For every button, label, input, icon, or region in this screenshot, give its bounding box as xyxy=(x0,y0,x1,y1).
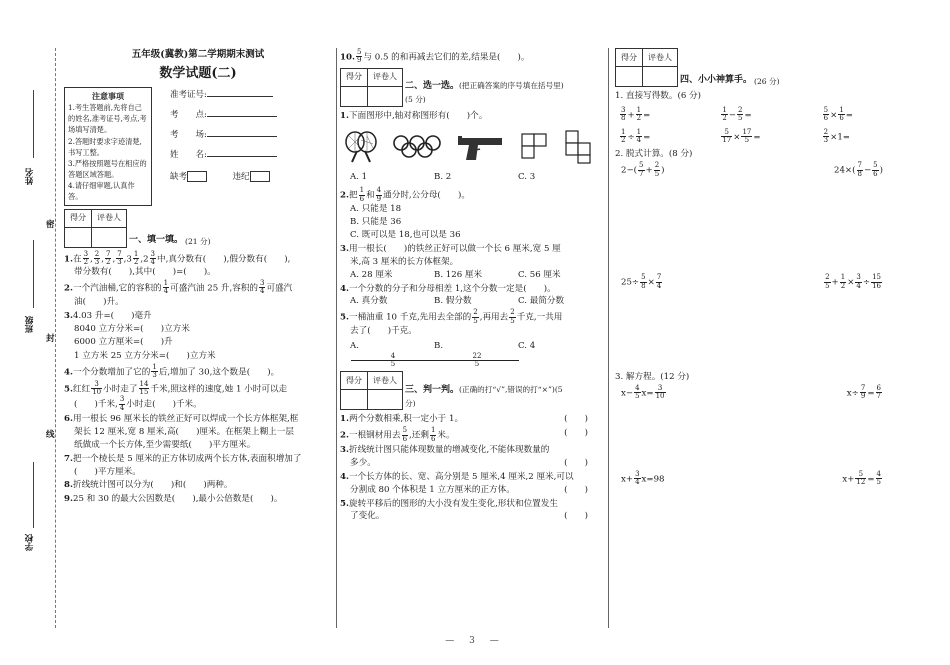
q-num: 10. xyxy=(340,52,355,63)
q-text: ( )千米, xyxy=(74,399,118,410)
score-label: 得分 xyxy=(341,68,368,86)
answer-bracket[interactable]: ( ) xyxy=(564,414,588,425)
symmetry-figures xyxy=(344,126,602,168)
q-text: 了变化。 xyxy=(350,511,385,522)
q-num: 8. xyxy=(64,480,73,491)
q-text: ( )平方厘米。 xyxy=(74,466,141,477)
q-text: 一个长方体的长、宽、高分别是 5 厘米,4 厘米,2 厘米,可以 xyxy=(348,471,574,482)
q-text: 与 0.5 的和再减去它们的差,结果是( )。 xyxy=(363,52,530,63)
grader-cell[interactable] xyxy=(92,227,127,247)
q-num: 2. xyxy=(340,430,349,441)
binding-mark-xian: 线 xyxy=(46,430,55,440)
q-text: 千米,照这样的速度,她 1 小时可以走 xyxy=(150,383,288,394)
calc-row-2 xyxy=(621,274,883,370)
fraction: $\frac{2}{5}$ xyxy=(473,308,478,325)
question-2-2 xyxy=(340,187,602,241)
class-line xyxy=(33,240,34,308)
score-box xyxy=(340,68,403,107)
fraction: $\frac{14}{15}$ xyxy=(139,379,149,396)
section1-title: 一、填一填。 xyxy=(129,235,184,246)
q-text: 旋转平移后的图形的大小没有发生变化,形状和位置发生 xyxy=(348,498,558,509)
question-1-4 xyxy=(64,364,332,380)
calc-row-1 xyxy=(621,162,883,274)
q-text: 米。 xyxy=(437,430,455,441)
q-num: 2. xyxy=(340,190,349,201)
q-text: 一根钢材用去 xyxy=(348,430,401,441)
grader-label: 评卷人 xyxy=(368,372,403,390)
score-box xyxy=(64,209,127,248)
q-text: 一个分数增加了它的 xyxy=(72,367,151,378)
absent-label: 缺考 xyxy=(170,171,188,182)
option-a: A. 真分数 xyxy=(350,296,388,307)
ticket-number-field[interactable] xyxy=(207,87,273,97)
calc-item: $\frac{1}{2}$ ÷ $\frac{1}{4}$ = xyxy=(621,127,651,144)
q-text: 4.03 升=( )毫升 xyxy=(72,310,152,321)
exam-room-field[interactable] xyxy=(207,127,277,137)
score-label: 得分 xyxy=(341,372,368,390)
option-b: B. 假分数 xyxy=(434,296,472,307)
question-1-6 xyxy=(64,413,332,452)
fraction: $\frac{3}{4}$ xyxy=(119,395,125,412)
squares-shape-icon xyxy=(520,132,550,162)
score-cell[interactable] xyxy=(341,390,368,410)
q-num: 3. xyxy=(340,243,349,254)
option-b: B. 只能是 36 xyxy=(350,217,402,228)
question-2-1 xyxy=(340,110,602,184)
q-text: 分割成 80 个体积是 1 立方厘米的正方体。 xyxy=(350,484,515,495)
grader-label: 评卷人 xyxy=(368,68,403,86)
question-3-2 xyxy=(340,427,602,443)
fraction: $\frac{4}{9}$ xyxy=(376,186,382,203)
name-label: 姓名 xyxy=(25,168,35,185)
part2-label: 2. 脱式计算。(8 分) xyxy=(615,149,693,160)
grader-label: 评卷人 xyxy=(643,49,678,67)
score-cell[interactable] xyxy=(65,227,92,247)
question-1-7 xyxy=(64,453,332,479)
binding-mark-mi: 密 xyxy=(46,220,55,230)
score-cell[interactable] xyxy=(341,86,368,106)
section2-title: 二、选一选。 xyxy=(405,81,460,92)
calc-item: $\frac{3}{8}$ + $\frac{1}{2}$ = xyxy=(621,105,651,123)
q-text: 两个分数相乘,积一定小于 1。 xyxy=(348,414,464,425)
question-3-4 xyxy=(340,471,602,497)
q-text: 1 立方米 25 立方分米=( )立方米 xyxy=(74,350,216,361)
part3-label: 3. 解方程。(12 分) xyxy=(615,372,690,383)
score-box xyxy=(615,48,678,87)
q-text: 油( )升。 xyxy=(74,296,124,307)
calc-expr: 24×( $\frac{7}{8}$ − $\frac{5}{6}$ ) xyxy=(834,161,883,178)
option-a: A. 28 厘米 xyxy=(350,269,393,280)
column-divider-2 xyxy=(608,48,609,628)
question-1-2: 2.一个汽油桶,它的容积的 $\frac{1}{4}$ 可盛汽油 25 升,容积的 $\frac{3}{4}$ 可盛汽 油( )升。 xyxy=(64,280,332,309)
name-line xyxy=(33,90,34,158)
violation-box[interactable] xyxy=(250,171,270,182)
calc-expr: 2−( $\frac{5}{7}$ + $\frac{2}{5}$ ) xyxy=(621,161,665,178)
section1-header xyxy=(64,209,332,248)
fraction: $\frac{1}{2}$ xyxy=(133,249,139,266)
examinee-info xyxy=(170,87,277,191)
fraction: $\frac{5}{6}$ xyxy=(402,426,408,443)
column-1 xyxy=(64,48,332,507)
option-a: A. 1 xyxy=(350,171,368,182)
fraction: $\frac{1}{4}$ xyxy=(163,279,169,296)
fraction: $\frac{1}{6}$ xyxy=(430,426,436,443)
option-c: C. 4 xyxy=(518,340,536,351)
violation-label: 违纪 xyxy=(232,171,250,182)
class-label: 班级 xyxy=(25,316,35,333)
equation: x+ $\frac{5}{12}$ = $\frac{4}{5}$ xyxy=(842,470,881,487)
q-num: 4. xyxy=(64,367,73,378)
q-text: 小时走了 xyxy=(103,383,138,394)
score-label: 得分 xyxy=(65,209,92,227)
q-num: 3. xyxy=(340,445,349,456)
section4-title: 四、小小神算手。 xyxy=(680,74,753,85)
equation: x÷ $\frac{7}{9}$ = $\frac{6}{7}$ xyxy=(846,384,881,401)
q-text: 后,增加了 30,这个数是( )。 xyxy=(158,367,280,378)
fraction: $\frac{3}{10}$ xyxy=(92,379,102,396)
question-1-9 xyxy=(64,493,332,506)
question-3-1 xyxy=(340,413,602,426)
section2-header xyxy=(340,68,602,107)
q-text: 把 xyxy=(348,190,358,201)
grader-cell[interactable] xyxy=(368,86,403,106)
page-number: — 3 — xyxy=(445,636,505,646)
direct-calc-grid xyxy=(619,107,923,144)
calc-item: $\frac{5}{6}$ × $\frac{1}{6}$ = xyxy=(823,105,853,123)
q-text: ,还剩 xyxy=(409,430,429,441)
q-text: 多少。 xyxy=(350,457,376,468)
q-num: 5. xyxy=(340,312,349,323)
q-num: 7. xyxy=(64,453,73,464)
school-line xyxy=(33,462,34,528)
q-num: 1. xyxy=(64,253,73,264)
q-text: 红红 xyxy=(72,383,91,394)
q-text: 折线统计图可以分为( )和( )两种。 xyxy=(72,480,233,491)
section3-header xyxy=(340,371,602,410)
question-2-4 xyxy=(340,283,602,309)
q-text: 下面图形中,轴对称图形有( )个。 xyxy=(348,110,488,121)
olympic-rings-icon xyxy=(392,134,442,160)
answer-bracket[interactable]: ( ) xyxy=(564,484,588,495)
fraction: $\frac{5}{9}$ xyxy=(356,48,362,65)
staircase-shape-icon xyxy=(564,129,596,165)
q-num: 9. xyxy=(64,494,73,505)
q-text: 用一根长( )的铁丝正好可以做一个长 6 厘米,宽 5 厘 xyxy=(348,243,561,254)
question-2-3 xyxy=(340,243,602,282)
option-a: A. 只能是 18 xyxy=(350,204,402,215)
q-num: 5. xyxy=(340,498,349,509)
q-num: 1. xyxy=(340,110,349,121)
question-3-5 xyxy=(340,498,602,524)
options xyxy=(350,171,602,184)
section1-points: (21 分) xyxy=(185,237,211,247)
q-text: 25 和 30 的最大公因数是( ),最小公倍数是( )。 xyxy=(72,494,283,505)
fraction: $\frac{2}{3}$ xyxy=(94,249,100,266)
question-2-5 xyxy=(340,309,602,368)
option-a: A. xyxy=(350,340,359,351)
q-text: 米,高 3 厘米的长方体框架。 xyxy=(350,256,459,267)
option-c: C. 3 xyxy=(518,171,536,182)
q-text: 中,真分数有( ),假分数有( ), xyxy=(157,253,291,264)
section4-points: (26 分) xyxy=(754,76,780,86)
q-text: 一桶油重 10 千克,先用去全部的 xyxy=(348,312,472,323)
name-field[interactable] xyxy=(207,147,277,157)
score-label: 得分 xyxy=(616,49,643,67)
field-label: 准考证号: xyxy=(170,89,207,100)
binding-sidebar xyxy=(6,0,50,665)
q-text: ,再用去 xyxy=(479,312,509,323)
score-cell[interactable] xyxy=(616,67,643,87)
q-text: 纸做成一个长方体,至少需要纸( )平方厘米。 xyxy=(74,439,256,450)
binding-dashed-line xyxy=(55,48,56,628)
q-text: 千克,一共用 xyxy=(516,312,563,323)
q-text: 一个分数的分子和分母相差 1,这个分数一定是( )。 xyxy=(348,283,556,294)
grader-cell[interactable] xyxy=(643,67,678,87)
q-text: 8040 立方分米=( )立方米 xyxy=(74,324,190,335)
q-num: 2. xyxy=(64,283,73,294)
option-b: B. 126 厘米 xyxy=(434,269,483,280)
exam-site-field[interactable] xyxy=(207,107,277,117)
q-text: 通分时,公分母( )。 xyxy=(383,190,470,201)
grader-label: 评卷人 xyxy=(92,209,127,227)
option-c: C. 56 厘米 xyxy=(518,269,561,280)
fraction: $\frac{7}{3}$ xyxy=(117,249,122,266)
question-1-3 xyxy=(64,310,332,363)
q-text: 一个汽油桶,它的容积的 xyxy=(72,283,162,294)
notice-item: 4.请仔细审题,认真作答。 xyxy=(68,181,135,202)
q-text: 可盛汽 xyxy=(266,283,293,294)
option-c: C. 既可以是 18,也可以是 36 xyxy=(350,229,461,240)
notice-title: 注意事项 xyxy=(92,90,124,101)
column-2 xyxy=(340,48,602,524)
equation: x+ $\frac{3}{4}$ x=98 xyxy=(621,470,665,487)
column-3 xyxy=(615,48,923,487)
calc-expr: 25÷ $\frac{5}{8}$ × $\frac{7}{4}$ xyxy=(621,273,662,290)
option-c: C. 最简分数 xyxy=(518,296,565,307)
binding-mark-feng: 封 xyxy=(46,334,55,344)
fraction: $\frac{7}{2}$ xyxy=(106,249,111,266)
answer-bracket[interactable]: ( ) xyxy=(564,511,588,522)
fraction: $\frac{4}{5}$ xyxy=(351,353,435,369)
absent-box[interactable] xyxy=(187,171,207,182)
q-text: 和 xyxy=(366,190,375,201)
notice-item: 1.考生答题前,先将自己的姓名,准考证号,考点,考场填写清楚。 xyxy=(68,103,147,135)
q-num: 6. xyxy=(64,414,73,425)
badminton-racket-icon xyxy=(344,130,378,164)
notice-item: 3.严格按照题号在相应的答题区域答题。 xyxy=(68,158,147,180)
part1-label: 1. 直接写得数。(6 分) xyxy=(615,91,701,101)
q-text: 在 xyxy=(72,253,82,264)
fraction: $\frac{2}{5}$ xyxy=(510,308,515,325)
grader-cell[interactable] xyxy=(368,390,403,410)
equation-row-2 xyxy=(621,471,883,487)
fraction: $\frac{22}{5}$ xyxy=(435,353,519,369)
question-1-8 xyxy=(64,479,332,492)
calc-item: $\frac{1}{2}$ − $\frac{2}{5}$ = xyxy=(722,105,752,123)
option-b: B. xyxy=(434,340,444,351)
q-text: 带分数有( ),其中( )=( )。 xyxy=(74,267,216,278)
q-text: 小时走( )千米。 xyxy=(126,399,202,410)
calc-item: $\frac{5}{17}$ × $\frac{17}{5}$ = xyxy=(722,127,761,144)
q-num: 3. xyxy=(64,310,73,321)
exam-title-line2: 数学试题(二) xyxy=(159,66,237,82)
q-num: 5. xyxy=(64,383,73,394)
section2-note: (把正确答案的序号填在括号里)(5 分) xyxy=(405,81,564,104)
section3-note: (正确的打“√”,错误的打“×”)(5 分) xyxy=(405,385,563,408)
field-label: 考 点: xyxy=(170,109,207,120)
question-1-1: 1.在 $\frac{3}{2}$ , $\frac{2}{3}$ , $\frac{7}{2}$ , $\frac{7}{3}$ ,3 $\frac{1}{2}$ ,2 $\frac{3}{4}$ 中,真分数有( ),假分数有( ), 带分数有( ),其中( )=( )。 xyxy=(64,251,332,280)
calc-item: $\frac{2}{3}$ ×1= xyxy=(823,127,850,144)
q-text: 折线统计图只能体现数量的增减变化,不能体现数量的 xyxy=(348,445,550,456)
pistol-icon xyxy=(456,132,506,162)
fraction: $\frac{1}{6}$ xyxy=(359,186,365,203)
q-num: 1. xyxy=(340,414,349,425)
fraction: $\frac{3}{2}$ xyxy=(83,249,89,266)
equation: x− $\frac{4}{5}$ x= $\frac{3}{10}$ xyxy=(621,384,665,401)
score-box xyxy=(340,371,403,410)
section4-header xyxy=(615,48,923,87)
answer-bracket[interactable]: ( ) xyxy=(564,428,588,439)
notice-item: 2.答题时要求字迹清楚,书写工整。 xyxy=(68,136,142,157)
section3-title: 三、判一判。 xyxy=(405,385,460,396)
fraction: $\frac{3}{4}$ xyxy=(150,249,156,266)
q-text: 可盛汽油 25 升 xyxy=(170,283,230,294)
question-1-5 xyxy=(64,381,332,412)
q-text: 用一根长 96 厘米长的铁丝正好可以焊成一个长方体框架,框 xyxy=(72,414,299,425)
q-text: 架长 12 厘米,宽 8 厘米,高( )厘米。在框架上糊上一层 xyxy=(74,426,294,437)
q-num: 4. xyxy=(340,471,349,482)
field-label: 考 场: xyxy=(170,129,207,140)
fraction: $\frac{1}{3}$ xyxy=(152,362,157,380)
q-text: 去了( )千克。 xyxy=(350,325,417,336)
q-text: 把一个棱长是 5 厘米的正方体切成两个长方体,表面积增加了 xyxy=(72,453,302,464)
column-divider-1 xyxy=(336,48,337,628)
whole-part: 3 xyxy=(126,253,132,264)
exam-title-line1: 五年级(冀教)第二学期期末测试 xyxy=(131,49,265,60)
fraction: $\frac{3}{4}$ xyxy=(260,279,265,296)
school-label: 学校 xyxy=(25,534,35,551)
answer-bracket[interactable]: ( ) xyxy=(564,457,588,468)
q-text: ,2 xyxy=(140,253,149,264)
equation-row-1 xyxy=(621,385,883,471)
q-text: 6000 立方厘米=( )升 xyxy=(74,337,173,348)
notice-box xyxy=(64,87,152,206)
field-label: 姓 名: xyxy=(170,149,207,160)
q-num: 4. xyxy=(340,283,349,294)
question-1-10 xyxy=(340,49,602,65)
calc-expr: $\frac{2}{5}$ + $\frac{1}{2}$ × $\frac{3}{4}$ ÷ $\frac{15}{16}$ xyxy=(825,273,881,290)
option-b: B. 2 xyxy=(434,171,452,182)
question-3-3 xyxy=(340,444,602,470)
